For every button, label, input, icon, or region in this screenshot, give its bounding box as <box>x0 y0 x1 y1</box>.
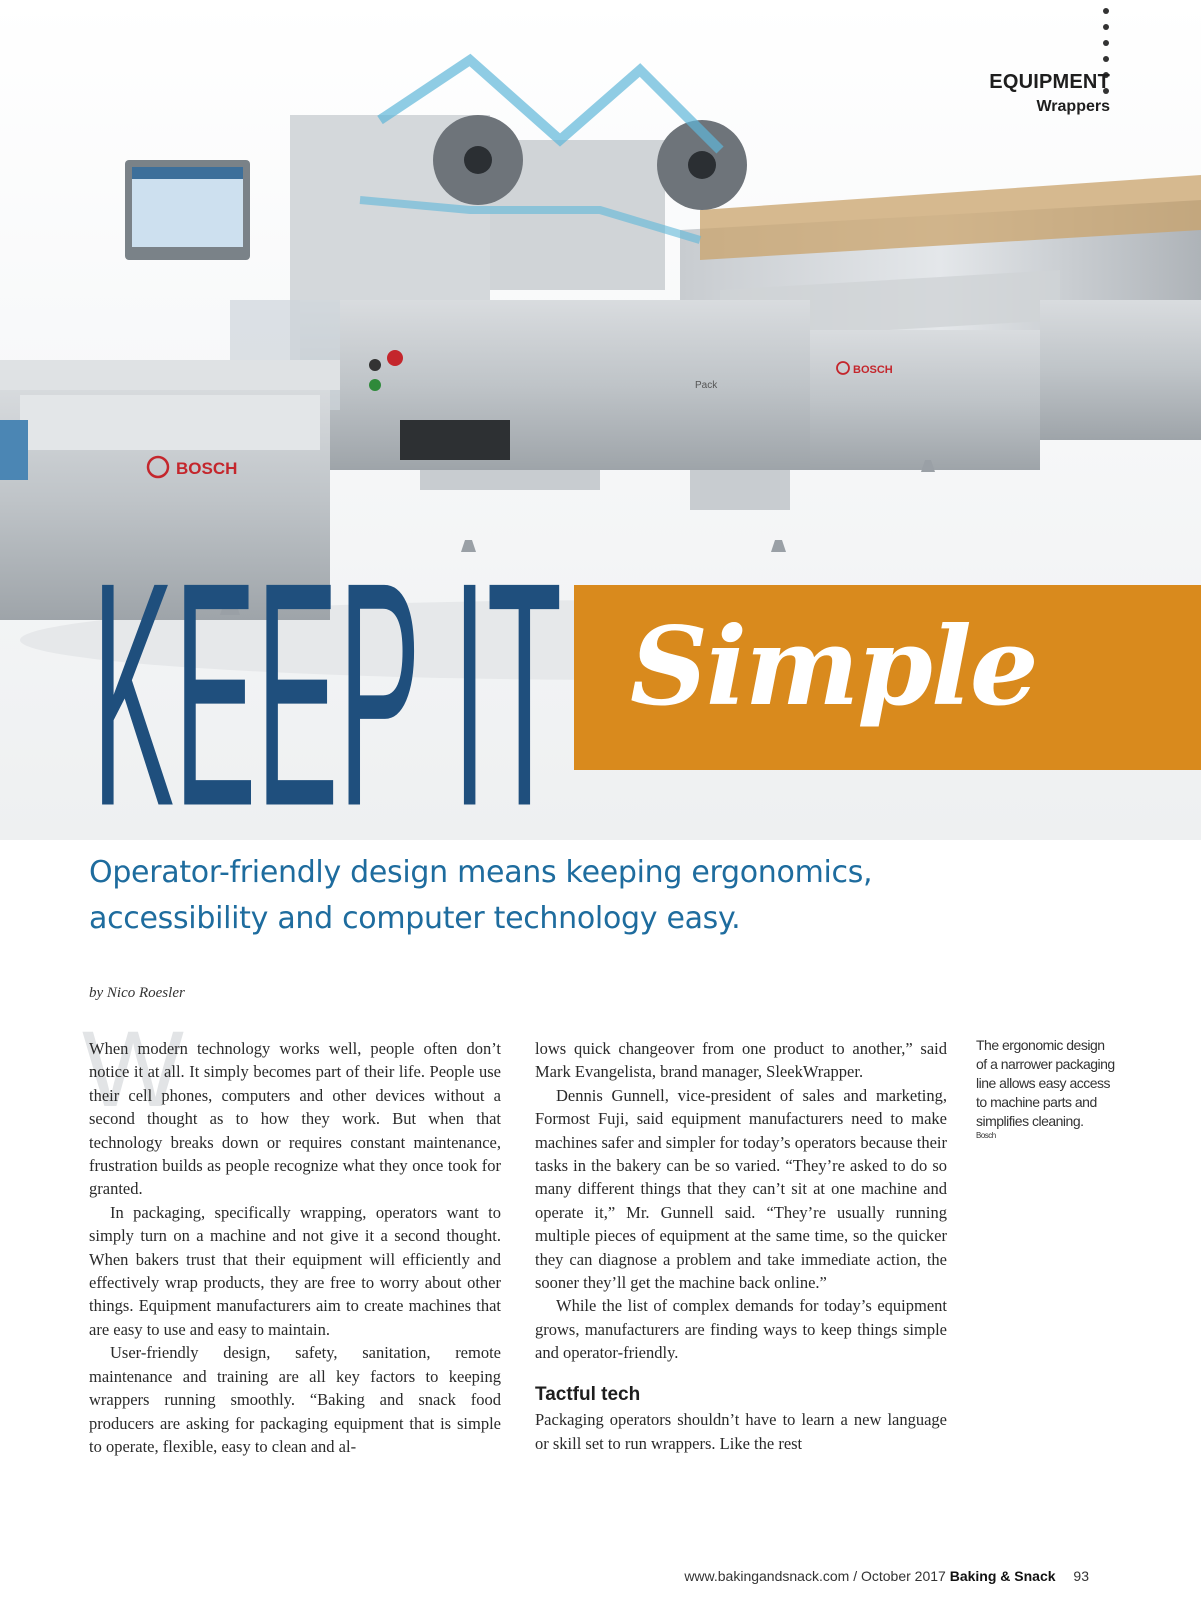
paragraph: When modern technology works well, people often don’t notice it at all. It simply becomes part of their life. People use their cell phones, computers and other devices without a second thought as to how they work. But when that technology breaks down or requires constant maintenance, frustration builds as people recognize what they once took for granted. <box>89 1039 501 1199</box>
photo-caption <box>976 1036 1116 1141</box>
photo-credit: Bosch <box>976 1131 996 1140</box>
section-label <box>989 71 1110 116</box>
paragraph: In packaging, specifically wrapping, operators want to simply turn on a machine and not give it a second thought. When bakers trust that their equipment will efficiently and effectively wrap products, they are free to worry about other things. Equipment manufacturers aim to create machines that are easy to use and easy to maintain. <box>89 1202 501 1339</box>
footer-date: October 2017 <box>860 1568 946 1584</box>
section-category: EQUIPMENT <box>989 71 1110 93</box>
headline-part2: Simple <box>630 604 1037 730</box>
article-deck: Operator-friendly design means keeping ergonomics, accessibility and computer technology easy. <box>89 855 873 936</box>
paragraph: Dennis Gunnell, vice-president of sales and marketing, Formost Fuji, said equipment manufacturers need to make machines safer and simpler for today’s operators because their tasks in the bakery can be so varied. “They’re asked to do so many different things that they can’t sit at one machine and operate it,” Mr. Gunnell said. “They’re usually running multiple pieces of equipment at the same time, so the quicker they can diagnose a problem and take immediate action, the sooner they’ll get the machine back online.” <box>535 1085 947 1293</box>
drop-cap: W <box>82 1008 184 1129</box>
pack-panel-label: Pack <box>695 380 718 391</box>
section-subcategory: Wrappers <box>1036 98 1110 115</box>
article-column-2 <box>535 1037 947 1455</box>
byline: by Nico Roesler <box>89 985 185 1001</box>
page-footer: www.bakingandsnack.com / October 2017 Baking & Snack 93 <box>684 1568 1089 1584</box>
paragraph: Packaging operators shouldn’t have to learn a new language or skill set to run wrappers. Like the rest <box>535 1410 947 1453</box>
footer-magazine: Baking & Snack <box>949 1568 1056 1584</box>
headline-simple-banner <box>574 585 1201 770</box>
page-number: 93 <box>1073 1568 1089 1584</box>
bosch-logo-left: BOSCH <box>176 459 238 478</box>
paragraph: While the list of complex demands for today’s equipment grows, manufacturers are finding ways to keep things simple and operator-friendly. <box>535 1296 947 1363</box>
footer-url: www.bakingandsnack.com <box>684 1568 850 1584</box>
bosch-logo-right: BOSCH <box>853 364 893 376</box>
article-column-1 <box>89 1037 501 1458</box>
paragraph: User-friendly design, safety, sanitation, remote maintenance and training are all key factors to keeping wrappers running smoothly. “Baking and snack food producers are asking for packaging equipment that is simple to operate, flexible, easy to clean and al- <box>89 1343 501 1456</box>
headline-keep-it <box>92 505 572 825</box>
caption-text: The ergonomic design of a narrower packaging line allows easy access to machine parts and simplifies cleaning. <box>976 1037 1115 1129</box>
subhead: Tactful tech <box>535 1383 641 1405</box>
headline-part1: KEEP IT <box>92 516 562 825</box>
paragraph: lows quick changeover from one product to another,” said Mark Evangelista, brand manager, SleekWrapper. <box>535 1039 947 1082</box>
